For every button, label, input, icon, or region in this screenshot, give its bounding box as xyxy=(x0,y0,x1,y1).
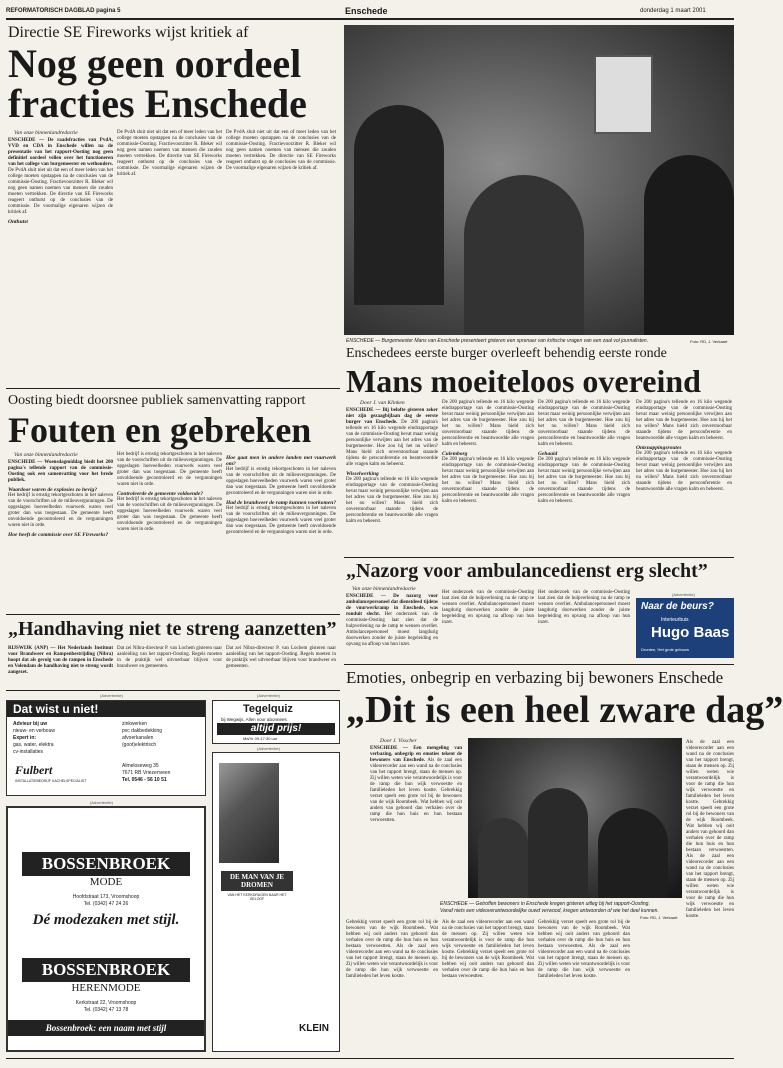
ad-datwist-title: Dat wist u niet! xyxy=(7,701,205,717)
ad-tegel-sub: bij Wegwijs, Allen voor abonnees xyxy=(221,717,287,722)
masthead-rule xyxy=(6,18,734,20)
article2-body-col3: De 200 pagina's tellende en 16 kilo wegende eindrapportage van de commissie-Oosting bevat maar weinig persoonlijke verwijten aan het adres van de burgemeester. Hoe zou hij het nu willen? Mans hield zich onverstoorbaar staande tijdens de persconferentie en beantwoordde alle vragen kalm en beheerst. Gehaaid De 200 pagina's tellende en 16 kilo wegende eindrapportage van de commissie-Oosting bevat maar weinig persoonlijke verwijten aan het adres van de burgemeester. Hoe zou hij het nu willen? Mans hield zich onverstoorbaar staande tijdens de persconferentie en beantwoordde alle vragen kalm en beheerst. xyxy=(538,400,630,504)
ad-boss2-tel: Tel. (0342) 47 13 78 xyxy=(83,1007,129,1013)
ad-boss1-tel: Tel. (0342) 47 24 26 xyxy=(83,901,129,907)
ad-datwist-l4: cv-installaties xyxy=(13,749,44,755)
ad-datwist-brandsub: INSTALLATIEBEDRIJF KACHELSPECIALIST xyxy=(15,779,87,783)
article3-kicker: Oosting biedt doorsnee publiek samenvatting rapport xyxy=(8,393,306,408)
ad-tegel-title: Tegelquiz xyxy=(243,703,293,715)
article1-headline: Nog geen oordeel fracties Enschede xyxy=(8,41,307,126)
ad-tegel-big: altijd prijs! xyxy=(217,723,335,735)
ad-datwist-r2: afvoerkanalen xyxy=(122,735,154,741)
ad-naar-title: Naar de beurs? xyxy=(641,601,714,612)
photo1-credit: Foto: RD, J. Verkaart xyxy=(690,339,728,344)
article4-byline: Van onze binnenlandredactie xyxy=(352,586,416,592)
ad-datwist-tel: Tel. 0546 - 56 10 51 xyxy=(122,777,167,783)
ad-datwist-l2: Expert in: xyxy=(13,735,37,741)
article3-body-col2: Het bedrijf is ernstig tekortgeschoten in het naleven van de voorschriften uit de milieuvergunningen. De opgeslagen hoeveelheden vuurwerk waren veel groter dan was toegestaan. De gemeente heeft onvoldoende gecontroleerd en de vergunningen waren niet in orde. Controleerde de gemeente voldoende? Het bedrijf is ernstig tekortgeschoten in het naleven van de voorschriften uit de milieuvergunningen. De opgeslagen hoeveelheden vuurwerk waren veel groter dan was toegestaan. De gemeente heeft onvoldoende gecontroleerd en de vergunningen waren niet in orde. xyxy=(117,452,222,532)
article6-body-col4: Gebrekkig verzet speelt een grote rol bij de bewoners van de wijk Roombeek. Wat hebben wij ooit anders van gehoord dan verhalen over de ramp die hun huis en hun bestaan verwoestten. Als de zaal een videorecorder aan een wand na de conclusies van het rapport brengt, staan de mensen op. Zij willen weten wie verantwoordelijk is voor de ramp die hun wijk verwoestte en familieleden het leven kostte. xyxy=(538,920,630,979)
photo2-credit: Foto: RD, J. Verkaart xyxy=(640,915,678,920)
ad-label: (Advertentie) xyxy=(257,746,280,751)
article4-kicker: „Nazorg voor ambulancedienst erg slecht” xyxy=(346,560,708,582)
ad-dat-wist-u-niet[interactable] xyxy=(6,700,206,796)
article4-body-col2: Het onderzoek van de commissie-Oosting laat zien dat de hulpverlening na de ramp te wensen overliet. Ambulancepersoneel moest langdurig doorwerken zonder de juiste begeleiding en opvang na afloop van hun inzet. xyxy=(442,590,534,625)
ad-datwist-r0: zinkwerken xyxy=(122,721,148,727)
ad-label: (Advertentie) xyxy=(257,693,280,698)
ad-label: (Advertentie) xyxy=(90,800,113,805)
photo1-caption: ENSCHEDE — Burgemeester Mans van Enschede presenteert gisteren een sprenaar van kritische vragen van een zaal vol journalisten. xyxy=(346,338,649,344)
article6-byline: Door J. Visscher xyxy=(380,738,417,744)
ad-boss1-name: BOSSENBROEK xyxy=(22,852,190,876)
article5-kicker: „Handhaving niet te streng aanzetten” xyxy=(8,618,337,640)
article6-body-col3: Als de zaal een videorecorder aan een wand na de conclusies van het rapport brengt, staan de mensen op. Zij willen weten wie verantwoordelijk is voor de ramp die hun wijk verwoestte en familieleden het leven kostte. Gebrekkig verzet speelt een grote rol bij de bewoners van de wijk Roombeek. Wat hebben wij ooit anders van gehoord dan verhalen over de ramp die hun huis en hun bestaan verwoestten. xyxy=(442,920,534,979)
masthead-right: donderdag 1 maart 2001 xyxy=(640,8,706,14)
ad-boss1-slogan: Dé modezaken met stijl. xyxy=(32,912,180,928)
ad-datwist-l3: gas, water, elektra xyxy=(13,742,54,748)
ad-naar-sub: Interieurbuis xyxy=(661,617,689,623)
press-conference-photo xyxy=(344,25,734,335)
article6-body-col1: ENSCHEDE — Een mengeling van verbazing, onbegrip en emoties tekent de bewoners van Enschede. Als de zaal een videorecorder aan een wand na de conclusies van het rapport brengt, staan de mensen op. Zij willen weten wie verantwoordelijk is voor de ramp die hun wijk verwoestte en familieleden het leven kostte. Gebrekkig verzet speelt een grote rol bij de bewoners van de wijk Roombeek. Wat hebben wij ooit anders van gehoord dan verhalen over de ramp die hun huis en hun bestaan verwoestten. xyxy=(370,746,463,823)
article1-body-col2: De PvdA sluit niet uit dat een of meer leden van het college moeten opstappen na de conclusies van de commissie-Oosting. Fractievoorzitter R. Bleker wil nog geen namen noemen van mensen die zouden moeten vertrekken. De directie van SE Fireworks reageert onthutst op de conclusies van de commissie. De voormalige eigenaren wijzen de kritiek af. xyxy=(117,130,222,177)
article6-body-col2: Gebrekkig verzet speelt een grote rol bij de bewoners van de wijk Roombeek. Wat hebben wij ooit anders van gehoord dan verhalen over de ramp die hun huis en hun bestaan verwoestten. Als de zaal een videorecorder aan een wand na de conclusies van het rapport brengt, staan de mensen op. Zij willen weten wie verantwoordelijk is voor de ramp die hun wijk verwoestte en familieleden het leven kostte. xyxy=(346,920,438,979)
ad-man-title: DE MAN VAN JE DROMEN xyxy=(221,871,293,891)
photo2-caption2: Vanaf niets een videoverantwoordelijke ouwd verwood, kregen antwoorden of wie het deel kunnen. xyxy=(440,908,659,914)
article6-kicker: Emoties, onbegrip en verbazing bij bewoners Enschede xyxy=(346,668,724,687)
ad-boss2-street: Kerkstraat 22, Vroomshoop xyxy=(75,1000,137,1006)
article1-byline: Van onze binnenlandredactie xyxy=(14,130,78,136)
article2-byline: Door J. van Klinken xyxy=(360,400,405,406)
ad-datwist-r3: (goot)elektrisch xyxy=(122,742,157,748)
ad-datwist-address: Almeloseweg 35 xyxy=(122,763,159,769)
ad-label: (Advertentie) xyxy=(100,693,123,698)
article3-body-col3: Hoe gaat men in andere landen met vuurwerk om? Het bedrijf is ernstig tekortgeschoten in het naleven van de voorschriften uit de milieuvergunningen. De opgeslagen hoeveelheden vuurwerk waren veel groter dan was toegestaan. De gemeente heeft onvoldoende gecontroleerd en de vergunningen waren niet in orde. Had de brandweer de ramp kunnen voorkomen? Het bedrijf is ernstig tekortgeschoten in het naleven van de voorschriften uit de milieuvergunningen. De opgeslagen hoeveelheden vuurwerk waren veel groter dan was toegestaan. De gemeente heeft onvoldoende gecontroleerd en de vergunningen waren niet in orde. xyxy=(226,455,337,535)
ad-datwist-brand: Fulbert xyxy=(15,763,53,777)
photo2-caption: ENSCHEDE — Getroffen bewoners in Enschede kregen gisteren uitleg bij het rapport-Oosting. xyxy=(440,901,650,907)
article3-headline: Fouten en gebreken xyxy=(8,410,312,450)
ad-boss2-name: BOSSENBROEK xyxy=(22,958,190,982)
ad-naar-de-beurs[interactable] xyxy=(636,598,734,658)
ad-boss2-sub: HERENMODE xyxy=(71,982,141,994)
ad-boss1-street: Hoofdstraat 173, Vroomshoop xyxy=(72,894,140,900)
ad-tegel-hours: Ma/Vr 09-17:30 uur xyxy=(243,736,278,741)
ad-naar-brand: Hugo Baas xyxy=(651,624,730,641)
ad-datwist-l1: nieuw- en verbouw xyxy=(13,728,55,734)
article1-body-col1: ENSCHEDE — De raadsfracties van PvdA, VVD en CDA in Enschede willen na de presentatie van het rapport-Oosting nog geen definitief oordeel vellen over het functioneren van het college van burgemeester en wethouders. De PvdA sluit niet uit dat een of meer leden van het college moeten opstappen na de conclusies van de commissie-Oosting. Fractievoorzitter R. Bleker wil nog geen namen noemen van mensen die zouden moeten vertrekken. De directie van SE Fireworks reageert onthutst op de conclusies van de commissie. De voormalige eigenaren wijzen de kritiek af. Onthutst xyxy=(8,138,113,225)
article3-byline: Van onze binnenlandredactie xyxy=(14,452,78,458)
article6-body-col5: Als de zaal een videorecorder aan een wand na de conclusies van het rapport brengt, staan de mensen op. Zij willen weten wie verantwoordelijk is voor de ramp die hun wijk verwoestte en familieleden het leven kostte. Gebrekkig verzet speelt een grote rol bij de bewoners van de wijk Roombeek. Wat hebben wij ooit anders van gehoord dan verhalen over de ramp die hun huis en hun bestaan verwoestten. Als de zaal een videorecorder aan een wand na de conclusies van het rapport brengt, staan de mensen op. Zij willen weten wie verantwoordelijk is voor de ramp die hun wijk verwoestte en familieleden het leven kostte. xyxy=(686,740,734,919)
article2-body-col2: De 200 pagina's tellende en 16 kilo wegende eindrapportage van de commissie-Oosting bevat maar weinig persoonlijke verwijten aan het adres van de burgemeester. Hoe zou hij het nu willen? Mans hield zich onverstoorbaar staande tijdens de persconferentie en beantwoordde alle vragen kalm en beheerst. Culemborg De 200 pagina's tellende en 16 kilo wegende eindrapportage van de commissie-Oosting bevat maar weinig persoonlijke verwijten aan het adres van de burgemeester. Hoe zou hij het nu willen? Mans hield zich onverstoorbaar staande tijdens de persconferentie en beantwoordde alle vragen kalm en beheerst. xyxy=(442,400,534,504)
article4-body-col3: Het onderzoek van de commissie-Oosting laat zien dat de hulpverlening na de ramp te wensen overliet. Ambulancepersoneel moest langdurig doorwerken zonder de juiste begeleiding en opvang na afloop van hun inzet. xyxy=(538,590,630,625)
article4-body-col1: ENSCHEDE — De nazorg voor ambulancepersoneel dat dienstdeed tijdens de vuurwerkramp in Enschede, was ronduit slecht. Het onderzoek van de commissie-Oosting laat zien dat de hulpverlening na de ramp te wensen overliet. Ambulancepersoneel moest langdurig doorwerken zonder de juiste begeleiding en opvang na afloop van hun inzet. xyxy=(346,594,439,647)
ad-bossenbroek[interactable] xyxy=(6,806,206,1052)
article3-body-col1: ENSCHEDE — Woensdagmiddag biedt het 200 pagina's tellende rapport van de commissie-Oosting ook een samenvatting voor het brede publiek. Waardoor waren de explosies zo hevig? Het bedrijf is ernstig tekortgeschoten in het naleven van de voorschriften uit de milieuvergunningen. De opgeslagen hoeveelheden vuurwerk waren veel groter dan was toegestaan. De gemeente heeft onvoldoende gecontroleerd en de vergunningen waren niet in orde. Hoe heeft de commissie over SE Fireworks? xyxy=(8,460,113,538)
ad-man-sub: VAN HET KERKDRAGEN NAAR HET GELOOF xyxy=(227,893,287,901)
masthead-left: REFORMATORISCH DAGBLAD pagina 5 xyxy=(6,8,121,14)
article2-kicker: Enschedees eerste burger overleeft behendig eerste ronde xyxy=(346,346,667,361)
ad-label: (Advertentie) xyxy=(672,592,695,597)
article1-kicker: Directie SE Fireworks wijst kritiek af xyxy=(8,24,249,41)
article2-headline: Mans moeiteloos overeind xyxy=(346,363,701,399)
ad-man-brand: KLEIN xyxy=(299,1023,329,1034)
ad-man-van-je-dromen[interactable] xyxy=(212,752,340,1052)
masthead-center: Enschede xyxy=(345,6,388,16)
ad-boss2-slogan: Bossenbroek: een naam met stijl xyxy=(8,1020,204,1036)
article5-body-col2: Dat zei Nibra-directeur P. van Lochem gisteren naar aanleiding van het rapport-Oosting. Regels moeten in de praktijk wel uitvoerbaar blijven voor brandweer en gemeenten. xyxy=(117,646,222,669)
article2-body-col4: De 200 pagina's tellende en 16 kilo wegende eindrapportage van de commissie-Oosting bevat maar weinig persoonlijke verwijten aan het adres van de burgemeester. Hoe zou hij het nu willen? Mans hield zich onverstoorbaar staande tijdens de persconferentie en beantwoordde alle vragen kalm en beheerst. Ontsnappingsroutes De 200 pagina's tellende en 16 kilo wegende eindrapportage van de commissie-Oosting bevat maar weinig persoonlijke verwijten aan het adres van de burgemeester. Hoe zou hij het nu willen? Mans hield zich onverstoorbaar staande tijdens de persconferentie en beantwoordde alle vragen kalm en beheerst. xyxy=(636,400,732,492)
article5-body-col3: Dat zei Nibra-directeur P. van Lochem gisteren naar aanleiding van het rapport-Oosting. Regels moeten in de praktijk wel uitvoerbaar blijven voor brandweer en gemeenten. xyxy=(226,646,336,669)
ad-naar-foot: Dronten, Het grote gebouw xyxy=(641,647,690,652)
residents-photo xyxy=(468,738,682,898)
article1-body-col3: De PvdA sluit niet uit dat een of meer leden van het college moeten opstappen na de conclusies van de commissie-Oosting. Fractievoorzitter R. Bleker wil nog geen namen noemen van mensen die zouden moeten vertrekken. De directie van SE Fireworks reageert onthutst op de conclusies van de commissie. De voormalige eigenaren wijzen de kritiek af. xyxy=(226,130,336,171)
ad-boss1-sub: MODE xyxy=(89,876,123,888)
ad-datwist-r1: pvc dakbedekking xyxy=(122,728,163,734)
ad-datwist-city: 7671 RB Vriezenveen xyxy=(122,770,171,776)
ad-man-photo xyxy=(219,763,279,863)
article5-body-col1: RIJSWIJK (ANP) — Het Nederlands Instituut voor Brandweer en Rampenbestrijding (Nibra) hoopt dat als gevolg van de rampen in Enschede en Volendam de handhaving niet te streng wordt aangezet. xyxy=(8,646,113,675)
article6-headline: „Dit is een heel zware dag” xyxy=(346,689,783,731)
ad-tegelquiz[interactable] xyxy=(212,700,340,744)
article2-body-col1: ENSCHEDE — Bij belofte gisteren zeker niet zijn gezaagbijlaan dag de eerste burger van Enschede. De 200 pagina's tellende en 16 kilo wegende eindrapportage van de commissie-Oosting bevat maar weinig persoonlijke verwijten aan het adres van de burgemeester. Hoe zou hij het nu willen? Mans hield zich onverstoorbaar staande tijdens de persconferentie en beantwoordde alle vragen kalm en beheerst. Wisselwerking De 200 pagina's tellende en 16 kilo wegende eindrapportage van de commissie-Oosting bevat maar weinig persoonlijke verwijten aan het adres van de burgemeester. Hoe zou hij het nu willen? Mans hield zich onverstoorbaar staande tijdens de persconferentie en beantwoordde alle vragen kalm en beheerst. xyxy=(346,408,438,524)
ad-datwist-l0: Advieur bij uw xyxy=(13,721,48,727)
